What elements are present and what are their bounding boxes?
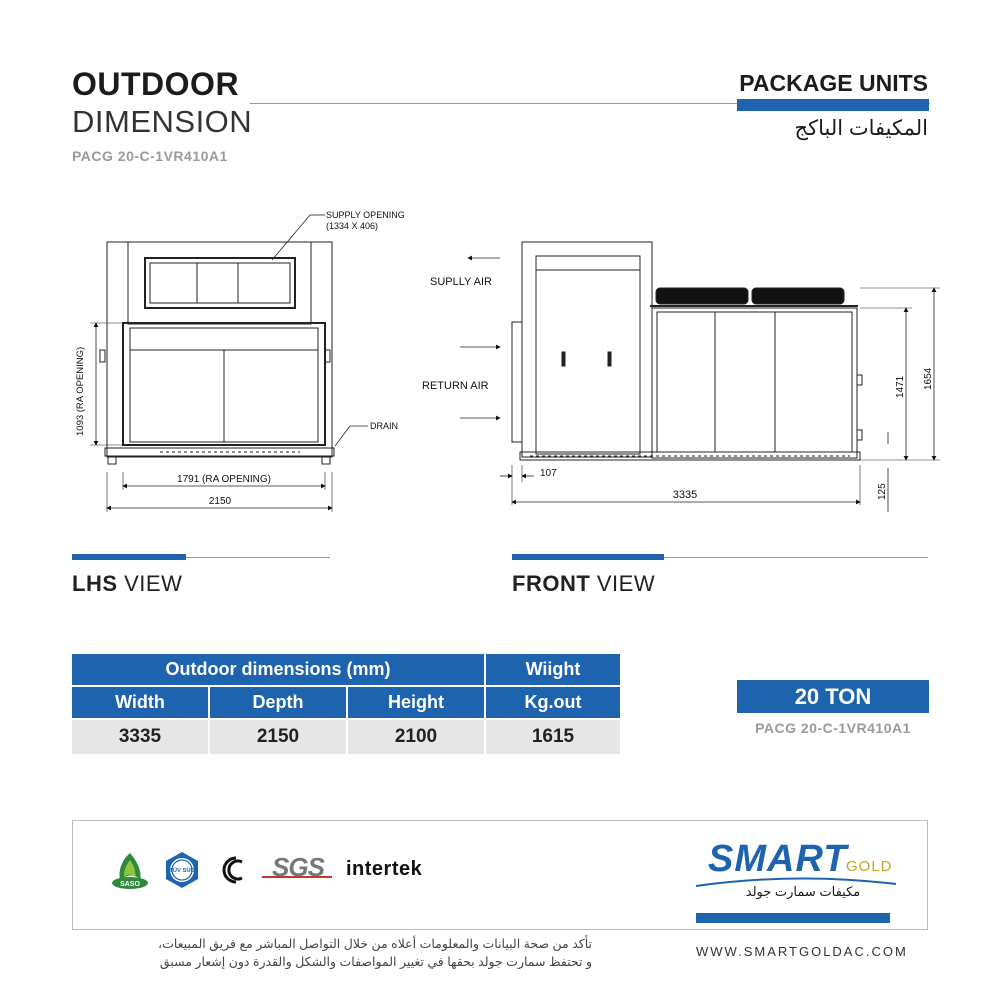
fan-unit-2 <box>752 288 844 304</box>
table-subheader-row <box>72 687 622 720</box>
depth-header: Depth <box>210 687 348 720</box>
lhs-view-label: LHS VIEW <box>72 571 183 596</box>
capacity-badge: 20 TON <box>737 680 929 713</box>
sgs-logo <box>262 852 332 886</box>
weight-header: Wiight <box>486 654 622 687</box>
height-value: 2100 <box>348 720 486 756</box>
return-air-label: RETURN AIR <box>422 380 489 392</box>
front-tall-cabinet <box>522 242 652 457</box>
ra-opening-width-label: 1791 (RA OPENING) <box>177 474 271 485</box>
table-header-row <box>72 654 622 687</box>
lhs-view-rule <box>186 557 330 558</box>
height-header: Height <box>348 687 486 720</box>
technical-drawings <box>60 200 940 530</box>
dimensions-group-header: Outdoor dimensions (mm) <box>72 654 486 687</box>
brand-logo-main: SMART <box>708 838 848 880</box>
front-view-accent <box>512 554 664 560</box>
intertek-logo: intertek <box>346 858 423 880</box>
front-condenser-section <box>652 308 857 458</box>
disclaimer-line-1: تأكد من صحة البيانات والمعلومات أعلاه من خلال التواصل المباشر مع فريق المبيعات، <box>158 937 592 951</box>
disclaimer-line-2: و تحتفظ سمارت جولد بحقها في تغيير المواصفات والشكل والقدرة دون إشعار مسبق <box>159 955 592 969</box>
brand-logo-arabic: مكيفات سمارت جولد <box>745 884 861 899</box>
drain-label: DRAIN <box>370 421 399 431</box>
saso-logo <box>108 850 152 892</box>
front-view-drawing <box>460 242 940 512</box>
supply-opening-size: (1334 X 406) <box>326 221 379 231</box>
category-title-arabic: المكيفات الباكج <box>794 117 928 140</box>
weight-value: 1615 <box>486 720 622 756</box>
base-125-label: 125 <box>877 483 888 500</box>
kg-header: Kg.out <box>486 687 622 720</box>
fan-unit-1 <box>656 288 748 304</box>
tuv-logo-text: TÜV SÜD <box>169 868 195 874</box>
dimensions-table <box>72 654 622 756</box>
width-value: 3335 <box>72 720 210 756</box>
sgs-logo-text: SGS <box>272 852 324 882</box>
tuv-logo <box>162 850 202 890</box>
offset-107-label: 107 <box>540 468 557 479</box>
lhs-upper-panel <box>128 242 311 324</box>
lhs-view-drawing <box>90 215 368 512</box>
lhs-view-accent <box>72 554 186 560</box>
depth-value: 2150 <box>210 720 348 756</box>
height-1471-label: 1471 <box>895 375 906 398</box>
width-header: Width <box>72 687 210 720</box>
model-code: PACG 20-C-1VR410A1 <box>72 148 228 164</box>
saso-logo-text: SASO <box>120 881 140 888</box>
category-accent-bar <box>737 99 929 111</box>
front-view-label: FRONT VIEW <box>512 571 656 596</box>
page-title: OUTDOOR <box>72 66 240 102</box>
supply-opening-label: SUPPLY OPENING <box>326 210 405 220</box>
footer-accent-bar <box>696 913 890 923</box>
website-link[interactable]: WWW.SMARTGOLDAC.COM <box>696 944 908 959</box>
brand-logo-gold: GOLD <box>846 858 893 875</box>
ra-opening-height-label: 1093 (RA OPENING) <box>75 346 86 436</box>
height-1654-label: 1654 <box>923 367 934 390</box>
supply-opening <box>145 258 295 308</box>
supply-air-label: SUPLLY AIR <box>430 276 492 288</box>
table-row <box>72 720 622 756</box>
category-title: PACKAGE UNITS <box>739 70 928 96</box>
front-view-rule <box>664 557 928 558</box>
overall-width-label: 2150 <box>208 496 232 507</box>
overall-length-label: 3335 <box>672 489 698 501</box>
page-subtitle: DIMENSION <box>72 104 253 139</box>
capacity-model: PACG 20-C-1VR410A1 <box>755 720 911 736</box>
quality-mark-icon <box>212 852 248 888</box>
